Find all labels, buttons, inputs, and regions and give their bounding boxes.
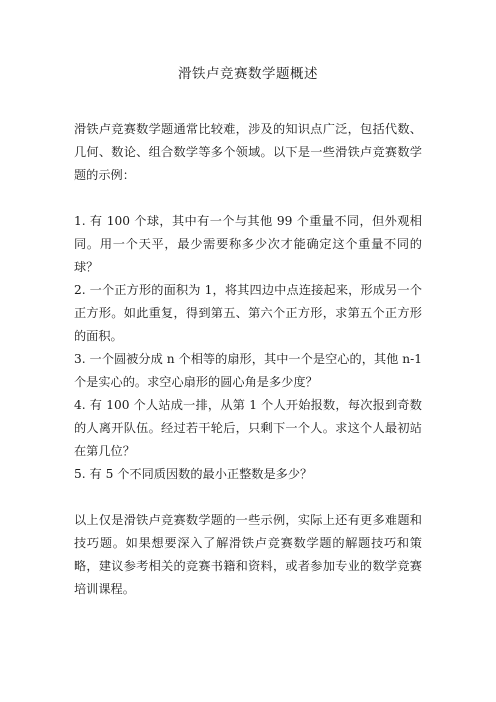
question-5: 5. 有 5 个不同质因数的最小正整数是多少？	[74, 467, 313, 481]
document-body	[74, 118, 422, 601]
question-3: 3. 一个圆被分成 n 个相等的扇形，其中一个是空心的，其他 n-1 个是实心的。求空心扇形的圆心角是多少度？	[74, 352, 422, 389]
question-1: 1. 有 100 个球，其中有一个与其他 99 个重量不同，但外观相同。用一个天平，最少需要称多少次才能确定这个重量不同的球？	[74, 214, 422, 274]
question-4: 4. 有 100 个人站成一排，从第 1 个人开始报数，每次报到奇数的人离开队伍。经过若干轮后，只剩下一个人。求这个人最初站在第几位？	[74, 398, 422, 458]
document-title: 滑铁卢竞赛数学题概述	[178, 66, 318, 82]
intro-paragraph: 滑铁卢竞赛数学题通常比较难，涉及的知识点广泛，包括代数、几何、数论、组合数学等多个领域。以下是一些滑铁卢竞赛数学题的示例：	[74, 122, 422, 182]
question-2: 2. 一个正方形的面积为 1，将其四边中点连接起来，形成另一个正方形。如此重复，得到第五、第六个正方形，求第五个正方形的面积。	[74, 283, 422, 343]
conclusion-paragraph: 以上仅是滑铁卢竞赛数学题的一些示例，实际上还有更多难题和技巧题。如果想要深入了解滑铁卢竞赛数学题的解题技巧和策略，建议参考相关的竞赛书籍和资料，或者参加专业的数学竞赛培训课程。	[74, 513, 422, 596]
